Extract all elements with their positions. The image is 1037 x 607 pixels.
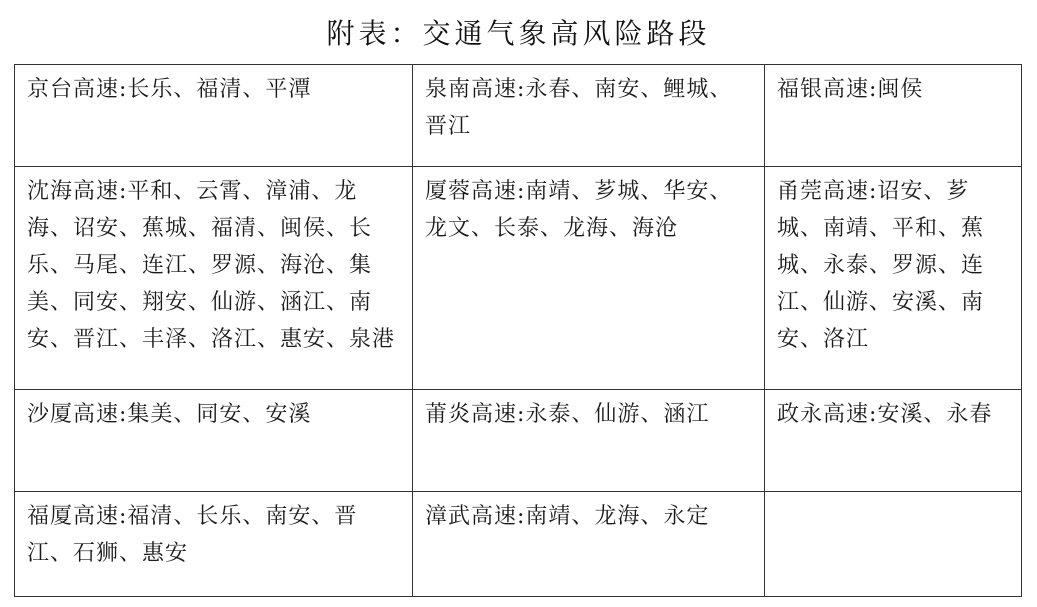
table-cell: 福厦高速:福清、长乐、南安、晋江、石狮、惠安 (15, 492, 413, 597)
table-cell: 甬莞高速:诏安、芗城、南靖、平和、蕉城、永泰、罗源、连江、仙游、安溪、南安、洛江 (765, 167, 1022, 390)
table-cell: 福银高速:闽侯 (765, 65, 1022, 167)
table-cell: 莆炎高速:永泰、仙游、涵江 (413, 390, 765, 492)
table-cell: 政永高速:安溪、永春 (765, 390, 1022, 492)
table-cell: 漳武高速:南靖、龙海、永定 (413, 492, 765, 597)
table-row (15, 390, 1022, 492)
table-cell: 京台高速:长乐、福清、平潭 (15, 65, 413, 167)
table-cell: 沙厦高速:集美、同安、安溪 (15, 390, 413, 492)
empty-table-cell (765, 492, 1022, 597)
document-title: 附表：交通气象高风险路段 (326, 17, 711, 50)
table-cell: 沈海高速:平和、云霄、漳浦、龙海、诏安、蕉城、福清、闽侯、长乐、马尾、连江、罗源、海沧、集美、同安、翔安、仙游、涵江、南安、晋江、丰泽、洛江、惠安、泉港 (15, 167, 413, 390)
table-cell: 厦蓉高速:南靖、芗城、华安、龙文、长泰、龙海、海沧 (413, 167, 765, 390)
table-row (15, 65, 1022, 167)
table-row (15, 492, 1022, 597)
table-row (15, 167, 1022, 390)
table-cell: 泉南高速:永春、南安、鲤城、晋江 (413, 65, 765, 167)
high-risk-road-table (14, 64, 1022, 597)
